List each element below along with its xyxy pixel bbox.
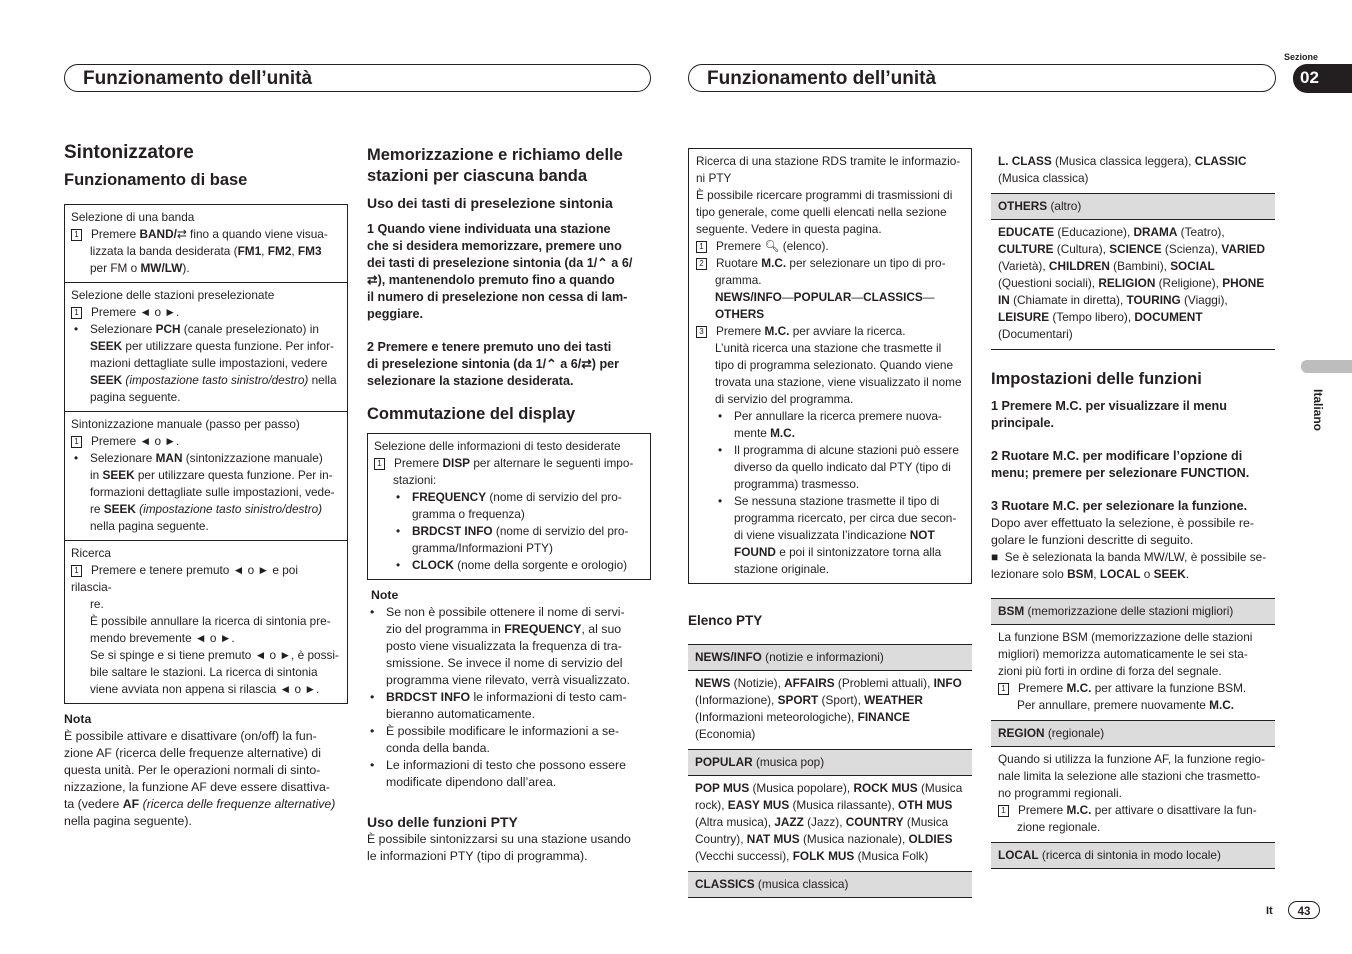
- region-body: Quando si utilizza la funzione AF, la funzione regio- nale limita la selezione alle stazioni che trasmetto- no programmi regionali. 1 Premere M.C. per attivare o disattivare la fun- zione regionale.: [998, 752, 1265, 834]
- column-4: [991, 150, 1275, 869]
- pty-item-desc: (Cultura),: [1053, 242, 1110, 256]
- pty-item-name: CLASSIC: [1194, 154, 1247, 168]
- pty-group-others-header: OTHERS (altro): [991, 193, 1275, 220]
- left-section-header: [64, 64, 651, 92]
- language-tab: [1303, 389, 1327, 435]
- pty-item-desc: (Altra musica),: [695, 815, 775, 829]
- pty-list-title: Elenco PTY: [688, 613, 763, 628]
- band-select-step: 1 Premere BAND/⇄ fino a quando viene visua-: [71, 226, 341, 243]
- function-step-2: 2 Ruotare M.C. per modificare l’opzione di menu; premere per selezionare FUNCTION.: [991, 449, 1250, 480]
- pty-item-desc: (Musica nazionale),: [799, 832, 909, 846]
- function-step-3: 3 Ruotare M.C. per selezionare la funzione.: [991, 499, 1248, 513]
- memory-step-1: 1 Quando viene individuata una stazione che si desidera memorizzare, premere uno dei tasti di preselezione sintonia (da 1/⌃ a 6/ ⇄), mantenendolo premuto fino a quando il numero di preselezione non cessa di lam- peggiare.: [367, 222, 633, 321]
- pty-item-name: CULTURE: [998, 242, 1054, 256]
- pty-functions-title: Uso delle funzioni PTY: [367, 814, 518, 830]
- preset-keys-subtitle: Uso dei tasti di preselezione sintonia: [367, 195, 613, 211]
- function-settings-title: Impostazioni delle funzioni: [991, 370, 1202, 388]
- pty-item-name: TOURING: [1126, 293, 1181, 307]
- pty-item-name: SPORT: [777, 693, 819, 707]
- pty-table-left: [688, 644, 972, 898]
- local-header: LOCAL (ricerca di sintonia in modo locale): [991, 842, 1275, 869]
- right-header-title: Funzionamento dell’unità: [707, 68, 937, 89]
- pty-item-desc: (Chiamate in diretta),: [1009, 293, 1127, 307]
- region-header: REGION (regionale): [991, 720, 1275, 747]
- pty-group-classics-items: [991, 150, 1275, 193]
- pty-item-name: DOCUMENT: [1134, 310, 1203, 324]
- pty-item-name: SCIENCE: [1109, 242, 1162, 256]
- pty-item-desc: (Informazioni meteorologiche),: [695, 710, 858, 724]
- function-step-3-text: Dopo aver effettuato la selezione, è possibile re- golare le funzioni descritte di seguito. ■ Se è selezionata la banda MW/LW, è possibile se- lezionare solo BSM, LOCAL o SEEK.: [991, 516, 1267, 581]
- pty-item-name: INFO: [933, 676, 962, 690]
- pty-item-name: EASY MUS: [727, 798, 790, 812]
- pty-item-desc: (Sport),: [818, 693, 865, 707]
- pty-item-name: PHONE IN: [998, 276, 1265, 307]
- pty-item-name: LEISURE: [998, 310, 1050, 324]
- pty-item-desc: (Musica Country),: [695, 815, 949, 846]
- up-arrow-icon: ⌃: [597, 256, 608, 270]
- memory-title: Memorizzazione e richiamo delle stazioni per ciascuna banda: [367, 146, 623, 185]
- language-tab-band: [1301, 360, 1352, 373]
- pty-item-name: EDUCATE: [998, 225, 1055, 239]
- notes-list: • Se non è possibile ottenere il nome di servi- zio del programma in FREQUENCY, al suo posto viene visualizzata la frequenza di tra- smissione. Se invece il nome di servizio del programma viene rilevato, verrà visualizzato. • BRDCST INFO le informazioni di testo cam- bieranno automaticamente. • È possibile modificare le informazioni a se- conda della banda. • Le informazioni di testo che possono essere modificate dipendono dall’area.: [367, 604, 651, 791]
- left-header-title: Funzionamento dell’unità: [83, 68, 313, 89]
- column-2: [367, 145, 651, 865]
- pty-item-name: OLDIES: [908, 832, 953, 846]
- pty-item-name: L. CLASS: [998, 154, 1052, 168]
- display-info-box: Selezione delle informazioni di testo desiderate 1 Premere DISP per alternare le seguenti impo- stazioni: • FREQUENCY (nome di servizio del pro- gramma o frequenza) • BRDCST INFO (nome di servizio del pro- gramma/Informazioni PTY) • CLOCK (nome della sorgente e orologio): [367, 433, 651, 580]
- pty-item-name: NAT MUS: [746, 832, 800, 846]
- pty-group-popular-items: [688, 776, 972, 871]
- pty-functions-text: È possibile sintonizzarsi su una stazione usando le informazioni PTY (tipo di programma).: [367, 832, 631, 863]
- pty-item-name: DRAMA: [1133, 225, 1178, 239]
- pty-item-name: WEATHER: [864, 693, 923, 707]
- column-1: [64, 144, 348, 830]
- function-step-1: 1 Premere M.C. per visualizzare il menu principale.: [991, 399, 1227, 430]
- pty-item-desc: (Musica Folk): [854, 849, 929, 863]
- subsection-basic: Funzionamento di base: [64, 171, 248, 189]
- pty-item-desc: (Musica classica): [998, 171, 1089, 185]
- pty-item-desc: (Tempo libero),: [1049, 310, 1135, 324]
- band-select-title: Selezione di una banda: [71, 210, 195, 224]
- pty-item-desc: (Bambini),: [1109, 259, 1171, 273]
- bsm-header: BSM (memorizzazione delle stazioni migliori): [991, 598, 1275, 625]
- pty-item-desc: (Viaggi),: [1180, 293, 1228, 307]
- pty-group-news-items: [688, 671, 972, 749]
- pty-item-name: AFFAIRS: [784, 676, 835, 690]
- notes-title: Note: [371, 588, 399, 602]
- preset-select-title: Selezione delle stazioni preselezionate: [71, 288, 275, 302]
- display-switch-title: Commutazione del display: [367, 405, 576, 423]
- pty-item-desc: (Notizie),: [730, 676, 785, 690]
- bsm-body: La funzione BSM (memorizzazione delle stazioni migliori) memorizza automaticamente le sei sta- zioni più forti in ordine di forza del segnale. 1 Premere M.C. per attivare la funzione BSM. Per annullare, premere nuovamente M.C.: [998, 630, 1253, 712]
- pty-item-desc: (Questioni sociali),: [998, 276, 1099, 290]
- note-title: Nota: [64, 712, 92, 726]
- pty-item-desc: (Jazz),: [803, 815, 846, 829]
- pty-item-name: FINANCE: [857, 710, 911, 724]
- pty-item-name: COUNTRY: [845, 815, 904, 829]
- pty-item-desc: (Musica rock),: [695, 781, 963, 812]
- seek-title: Ricerca: [71, 546, 111, 560]
- pty-item-desc: (Informazione),: [695, 693, 778, 707]
- memory-step-2: 2 Premere e tenere premuto uno dei tasti di preselezione sintonia (da 1/⌃ a 6/⇄) per selezionare la stazione desiderata.: [367, 340, 620, 388]
- language-label: Italiano: [1311, 389, 1325, 432]
- pty-group-classics-header: CLASSICS (musica classica): [688, 871, 972, 898]
- pty-item-desc: (Vecchi successi),: [695, 849, 793, 863]
- pty-item-name: NEWS: [695, 676, 731, 690]
- note-square-icon: ■: [991, 550, 999, 564]
- repeat-icon: ⇄: [581, 357, 592, 371]
- pty-item-desc: (Educazione),: [1054, 225, 1134, 239]
- page-number: 43: [1297, 906, 1311, 918]
- manual-tuning-block: Sintonizzazione manuale (passo per passo) 1 Premere ◄ o ►. • Selezionare MAN (sintonizzazione manuale) in SEEK per utilizzare questa funzione. Per in- formazioni dettagliate sulle impostazioni, vede- re SEEK (impostazione tasto sinistro/destro) nella pagina seguente.: [65, 412, 347, 541]
- pty-item-name: FOLK MUS: [792, 849, 855, 863]
- pty-item-desc: (Varietà),: [998, 259, 1049, 273]
- search-icon: 🔍︎: [764, 239, 780, 253]
- pty-item-desc: (Musica popolare),: [749, 781, 854, 795]
- pty-item-name: SOCIAL: [1170, 259, 1215, 273]
- pty-group-news-header: NEWS/INFO (notizie e informazioni): [688, 644, 972, 671]
- pty-item-desc: (Documentari): [998, 327, 1073, 341]
- pty-item-name: OTH MUS: [898, 798, 953, 812]
- pty-item-name: RELIGION: [1098, 276, 1156, 290]
- band-icon: ⇄: [176, 227, 187, 241]
- band-select-block: Selezione di una banda 1 Premere BAND/⇄ fino a quando viene visua- lizzata la banda desiderata (FM1, FM2, FM3 per FM o MW/LW).: [65, 205, 347, 283]
- pty-item-name: JAZZ: [774, 815, 804, 829]
- seek-block: Ricerca 1 Premere e tenere premuto ◄ o ► e poi rilascia- re. È possibile annullare la ricerca di sintonia pre- mendo brevemente ◄ o ►. Se si spinge e si tiene premuto ◄ o ►, è possi- bile saltare le stazioni. La ricerca di sintonia viene avviata non appena si rilascia ◄ o ►.: [65, 541, 347, 703]
- pty-item-desc: (Problemi attuali),: [834, 676, 934, 690]
- pty-item-desc: (Religione),: [1155, 276, 1223, 290]
- note-text: È possibile attivare e disattivare (on/off) la fun- zione AF (ricerca delle frequenze alternative) di questa unità. Per le operazioni normali di sinto- nizzazione, la funzione AF deve essere disattiva- ta (vedere AF (ricerca delle frequenze alternative) nella pagina seguente).: [64, 729, 336, 828]
- pty-item-desc: (Musica classica leggera),: [1051, 154, 1195, 168]
- preset-select-block: Selezione delle stazioni preselezionate 1 Premere ◄ o ►. • Selezionare PCH (canale preselezionato) in SEEK per utilizzare questa funzione. Per infor- mazioni dettagliate sulle impostazioni, vedere SEEK (impostazione tasto sinistro/destro) nella pagina seguente.: [65, 283, 347, 412]
- pty-item-desc: (Scienza),: [1161, 242, 1222, 256]
- pty-item-name: VARIED: [1221, 242, 1266, 256]
- pty-search-box: Ricerca di una stazione RDS tramite le informazio- ni PTY È possibile ricercare programmi di trasmissioni di tipo generale, come quelli elencati nella sezione seguente. Vedere in questa pagina. 1 Premere 🔍︎ (elenco). 2 Ruotare M.C. per selezionare un tipo di pro- gramma. NEWS/INFO—POPULAR—CLASSICS— OTHERS 3 Premere M.C. per avviare la ricerca. L’unità ricerca una stazione che trasmette il tipo di programma selezionato. Quando viene trovata una stazione, viene visualizzato il nome di servizio del programma. • Per annullare la ricerca premere nuova- mente M.C. • Il programma di alcune stazioni può essere diverso da quello indicato dal PTY (tipo di programma) trasmesso. • Se nessuna stazione trasmette il tipo di programma ricercato, per circa due secon- di viene visualizzata l’indicazione NOT FOUND e poi il sintonizzatore torna alla stazione originale.: [688, 148, 972, 584]
- pty-group-others-items: [991, 220, 1275, 350]
- tuner-operations-box: [64, 204, 348, 704]
- function-table: [991, 598, 1275, 869]
- right-section-header: [688, 64, 1276, 92]
- pty-group-popular-header: POPULAR (musica pop): [688, 749, 972, 776]
- display-info-title: Selezione delle informazioni di testo desiderate: [374, 439, 621, 453]
- section-number: 02: [1300, 68, 1319, 87]
- up-arrow-icon: ⌃: [546, 357, 557, 371]
- section-number-badge: [1293, 64, 1352, 93]
- section-title-tuner: Sintonizzatore: [64, 142, 194, 163]
- pty-item-desc: (Economia): [695, 727, 756, 741]
- repeat-icon: ⇄: [367, 273, 378, 287]
- pty-item-name: POP MUS: [695, 781, 750, 795]
- pty-item-name: CHILDREN: [1048, 259, 1110, 273]
- lang-code: It: [1266, 905, 1273, 917]
- pty-item-name: ROCK MUS: [853, 781, 918, 795]
- section-label: Sezione: [1284, 52, 1319, 62]
- manual-tuning-title: Sintonizzazione manuale (passo per passo): [71, 417, 300, 431]
- column-3: [688, 148, 972, 898]
- pty-item-desc: (Musica rilassante),: [789, 798, 899, 812]
- page-number-badge: [1288, 901, 1320, 919]
- pty-item-desc: (Teatro),: [1177, 225, 1225, 239]
